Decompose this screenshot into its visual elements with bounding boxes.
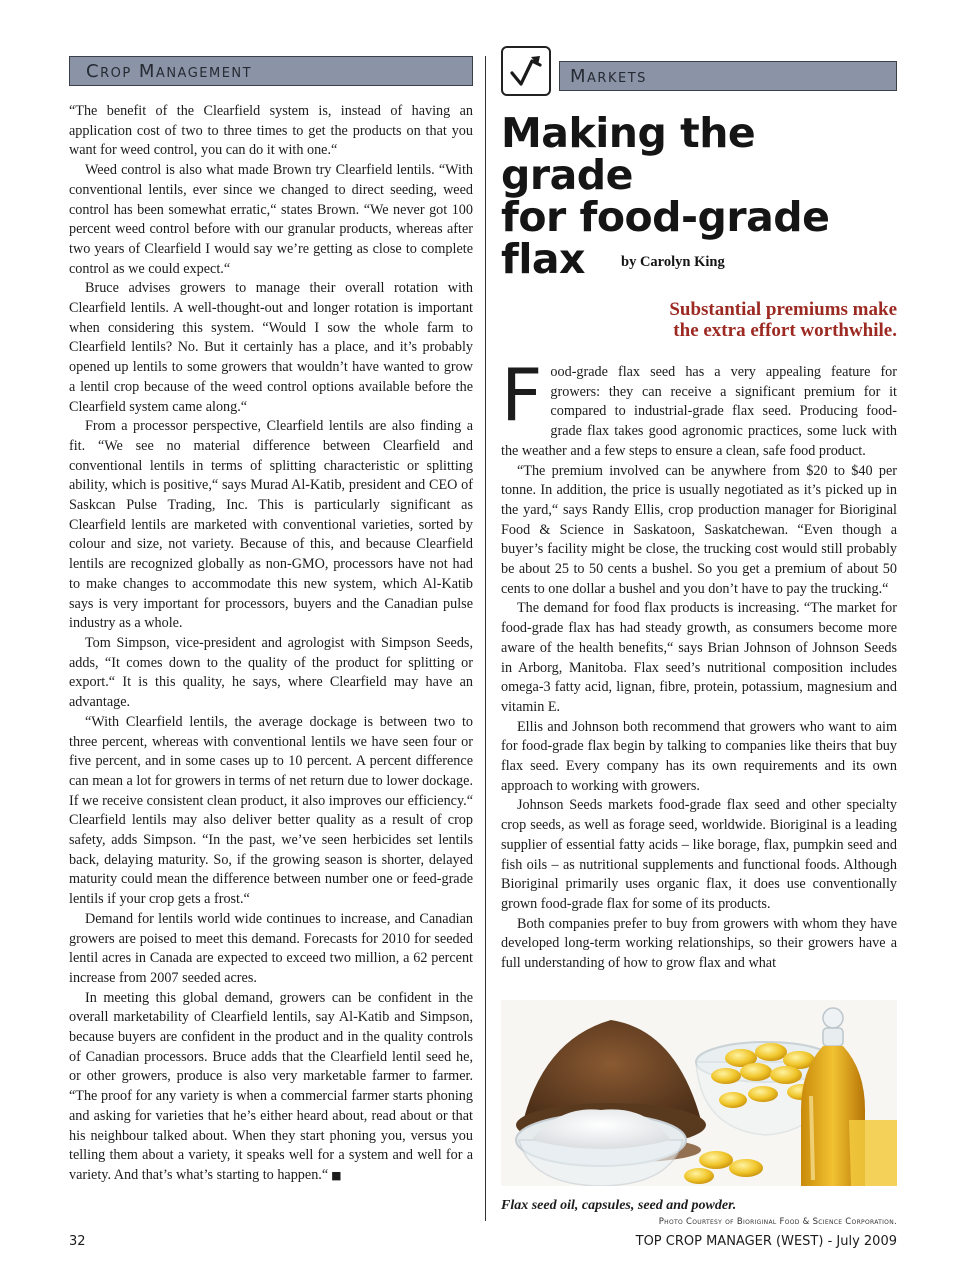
- lead-paragraph: [501, 353, 897, 462]
- running-footer: TOP CROP MANAGER (WEST) - July 2009: [635, 1234, 897, 1249]
- paragraph: Demand for lentils world wide continues to increase, and Canadian growers are poised to meet this demand. Forecasts for 2010 for seeded lentil acres in Canada are expected to exceed two million, a 62 percent increase from 2007 seeded acres.: [69, 910, 473, 986]
- paragraph: “With Clearfield lentils, the average dockage is between two to three percent, whereas with conventional lentils we have seen four or five percent, and in some cases up to 10 percent. A percent difference can mean a lot for growers in terms of net return due to lower dockage. If we receive consistent clean product, it also improves our efficiency.“ Clearfield lentils may also deliver better quality as a result of crop safety, adds Simpson. “In the past, we’ve seen herbicides set lentils back, delaying maturity. So, if the growing season is shorter, delayed maturity could mean the difference between number one or feed-grade lentils if your crop gets a frost.“: [69, 713, 473, 908]
- left-article-body: [69, 102, 473, 1186]
- article-headline: [501, 109, 897, 283]
- paragraph: Ellis and Johnson both recommend that growers who want to aim for food-grade flax begin by talking to companies like theirs that buy flax seed. Every company has its own requirements and its own approach to working with growers.: [501, 718, 897, 794]
- photo-credit: Photo Courtesy of Bioriginal Food & Science Corporation.: [658, 1216, 897, 1227]
- paragraph: Bruce advises growers to manage their overall rotation with Clearfield lentils. A well-thought-out and longer rotation is important when considering this system. “Would I sow the whole farm to Clearfield lentils? No. But it certainly has a place, and it’s probably opened up lentils to some growers that wouldn’t have wanted to grow a lentil crop because of the weed control options available before the Clearfield system came along.“: [69, 280, 473, 415]
- right-column: [501, 46, 897, 1227]
- lead-text: ood-grade flax seed has a very appealing feature for growers: they can receive a significant premium for it compared to industrial-grade flax seed. Producing food-grade flax takes good agronomic practices, some luck with the weather and a few steps to ensure a clean, safe food product.: [501, 364, 897, 459]
- article-deck: [501, 299, 897, 341]
- page-number: 32: [69, 1234, 86, 1249]
- column-divider: [485, 56, 486, 1221]
- section-label: Markets: [570, 65, 647, 87]
- drop-cap: F: [501, 353, 543, 437]
- byline: by Carolyn King: [621, 254, 725, 270]
- headline-line: Making the grade: [501, 109, 756, 199]
- headline-line-last: [501, 235, 897, 283]
- headline-word: flax: [501, 235, 586, 283]
- paragraph-text: In meeting this global demand, growers can be confident in the overall marketability of Clearfield lentils, say Al-Katib and Simpson, because buyers are confident in the product and in the quality controls of Canadian processors. Bruce adds that the Clearfield lentil seed he, or other growers, produce is also very marketable farmer to farmer. “The proof for any variety is when a commercial farmer starts phoning and asking for varieties that he’s either heard about, read about or that his neighbour talked about. When they start phoning you, versus you telling them about a variety, it speaks well for a system and well for a variety. And that’s what’s starting to happen.“: [69, 989, 473, 1183]
- left-column: [69, 56, 473, 1186]
- paragraph: Tom Simpson, vice-president and agrologist with Simpson Seeds, adds, “It comes down to the quality of the product for splitting or export.“ It is this quality, he says, where Clearfield may have an advantage.: [69, 634, 473, 711]
- trend-chart-icon: [501, 46, 551, 96]
- section-label: Crop Management: [86, 60, 253, 82]
- markets-header: [501, 46, 897, 96]
- deck-line: the extra effort worthwhile.: [673, 320, 897, 341]
- deck-line: Substantial premiums make: [669, 299, 897, 320]
- headline-line: for food-grade: [501, 193, 830, 241]
- right-article-body: [501, 353, 897, 974]
- paragraph: From a processor perspective, Clearfield lentils are also finding a fit. “We see no material difference between Clearfield and conventional lentils in terms of splitting characteristic or splitting ability, which is positive,“ says Murad Al-Katib, president and CEO of Saskcan Pulse Trading, Inc. This is particularly significant as Clearfield lentils are marketed with conventional varieties, sorted by colour and size, not variety. Because of this, and because Clearfield lentils are recognized globally as non-GMO, processors have not had to make changes to accommodate this new system, which Al-Katib says is very important for processors, buyers and the Canadian pulse industry as a whole.: [69, 418, 473, 632]
- section-banner-crop-management: [69, 56, 473, 86]
- flax-products-photo: [501, 1000, 897, 1186]
- paragraph: Weed control is also what made Brown try Clearfield lentils. “With conventional lentils, ever since we changed to direct seeding, weed control has been somewhat erratic,“ states Brown. “We never got 100 percent weed control before with our granular products, whereas after two years of Clearfield I would say we’re getting as close to complete control as we could expect.“: [69, 162, 473, 277]
- paragraph: Johnson Seeds markets food-grade flax seed and other specialty crop seeds, as well as forage seed, worldwide. Bioriginal is a leading supplier of essential fatty acids – like borage, flax, pumpkin seed and fish oils – as nutritional supplements and functional foods. Although Bioriginal primarily uses organic flax, it does use conventionally grown food-grade flax for some of its products.: [501, 797, 897, 912]
- paragraph: “The premium involved can be anywhere from $20 to $40 per tonne. In addition, the price is usually negotiated as it’s picked up in the yard,“ says Randy Ellis, crop production manager for Bioriginal Food & Science in Saskatoon, Saskatchewan. “Even though a buyer’s facility might be close, the trucking cost would still probably be about 25 to 50 cents a bushel. So you get a premium of about 50 cents to one dollar a bushel and you don’t have to pay the trucking.“: [501, 462, 897, 597]
- paragraph: The demand for food flax products is increasing. “The market for food-grade flax has had steady growth, as consumers become more aware of the health benefits,“ says Brian Johnson of Johnson Seeds in Arborg, Manitoba. Flax seed’s nutritional composition includes omega-3 fatty acid, lignan, fibre, protein, potassium, magnesium and vitamin E.: [501, 600, 897, 715]
- end-of-article-mark: ■: [331, 1168, 342, 1182]
- paragraph: Both companies prefer to buy from growers with whom they have developed long-term working relationships, so their growers have a full understanding of how to grow flax and what: [501, 915, 897, 972]
- paragraph: “The benefit of the Clearfield system is, instead of having an application cost of two to three times to get the products on that you want for weed control, you can do it with one.“: [69, 103, 473, 159]
- paragraph-last: [69, 989, 473, 1186]
- section-banner-markets: [559, 61, 897, 91]
- photo-caption: Flax seed oil, capsules, seed and powder.: [501, 1197, 737, 1213]
